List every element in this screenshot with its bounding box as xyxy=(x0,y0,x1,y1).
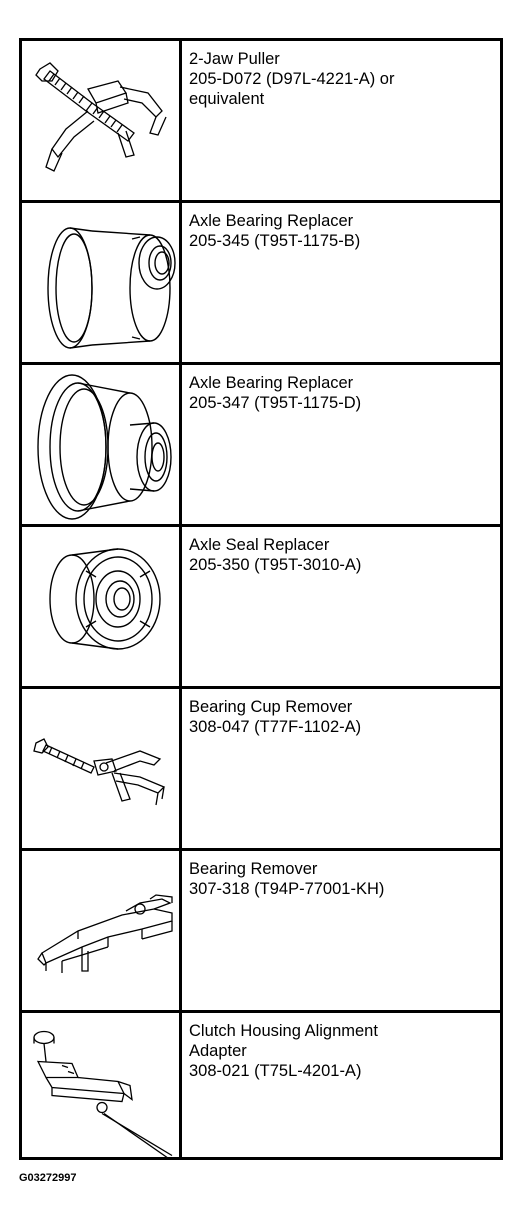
tool-description xyxy=(189,1021,489,1081)
bearing-remover-icon xyxy=(22,851,182,1010)
tool-name: Axle Bearing Replacer xyxy=(189,212,354,230)
axle-bearing-replacer-large-icon xyxy=(22,365,182,524)
tool-number: 205-D072 (D97L-4221-A) or xyxy=(189,70,395,88)
tool-number: 308-047 (T77F-1102-A) xyxy=(189,718,362,736)
axle-bearing-replacer-icon xyxy=(22,203,182,362)
bearing-cup-remover-icon xyxy=(22,689,182,848)
two-jaw-puller-icon xyxy=(22,41,182,200)
clutch-housing-alignment-adapter-icon xyxy=(22,1013,182,1157)
tool-description xyxy=(189,373,489,413)
tool-number: 205-347 (T95T-1175-D) xyxy=(189,394,362,412)
tool-name: 2-Jaw Puller xyxy=(189,50,280,68)
special-tools-table xyxy=(19,38,503,1160)
tool-description xyxy=(189,859,489,899)
tool-name-continued: Adapter xyxy=(189,1042,247,1060)
tool-name: Axle Bearing Replacer xyxy=(189,374,354,392)
tool-row-axle-bearing-replacer-d xyxy=(22,365,500,527)
tool-description xyxy=(189,211,489,251)
tool-name: Clutch Housing Alignment xyxy=(189,1022,378,1040)
axle-seal-replacer-icon xyxy=(22,527,182,686)
tool-row-2-jaw-puller xyxy=(22,41,500,203)
tool-number: 205-350 (T95T-3010-A) xyxy=(189,556,362,574)
tool-name: Bearing Remover xyxy=(189,860,318,878)
tool-row-bearing-remover xyxy=(22,851,500,1013)
figure-code: G03272997 xyxy=(19,1172,77,1184)
tool-note: equivalent xyxy=(189,90,265,108)
tool-row-axle-bearing-replacer-b xyxy=(22,203,500,365)
tool-row-clutch-housing-alignment-adapter xyxy=(22,1013,500,1157)
tool-name: Bearing Cup Remover xyxy=(189,698,353,716)
tool-row-bearing-cup-remover xyxy=(22,689,500,851)
tool-row-axle-seal-replacer xyxy=(22,527,500,689)
tool-description xyxy=(189,535,489,575)
tool-number: 307-318 (T94P-77001-KH) xyxy=(189,880,385,898)
tool-number: 308-021 (T75L-4201-A) xyxy=(189,1062,362,1080)
tool-name: Axle Seal Replacer xyxy=(189,536,330,554)
tool-description xyxy=(189,49,489,109)
tool-number: 205-345 (T95T-1175-B) xyxy=(189,232,361,250)
tool-description xyxy=(189,697,489,737)
